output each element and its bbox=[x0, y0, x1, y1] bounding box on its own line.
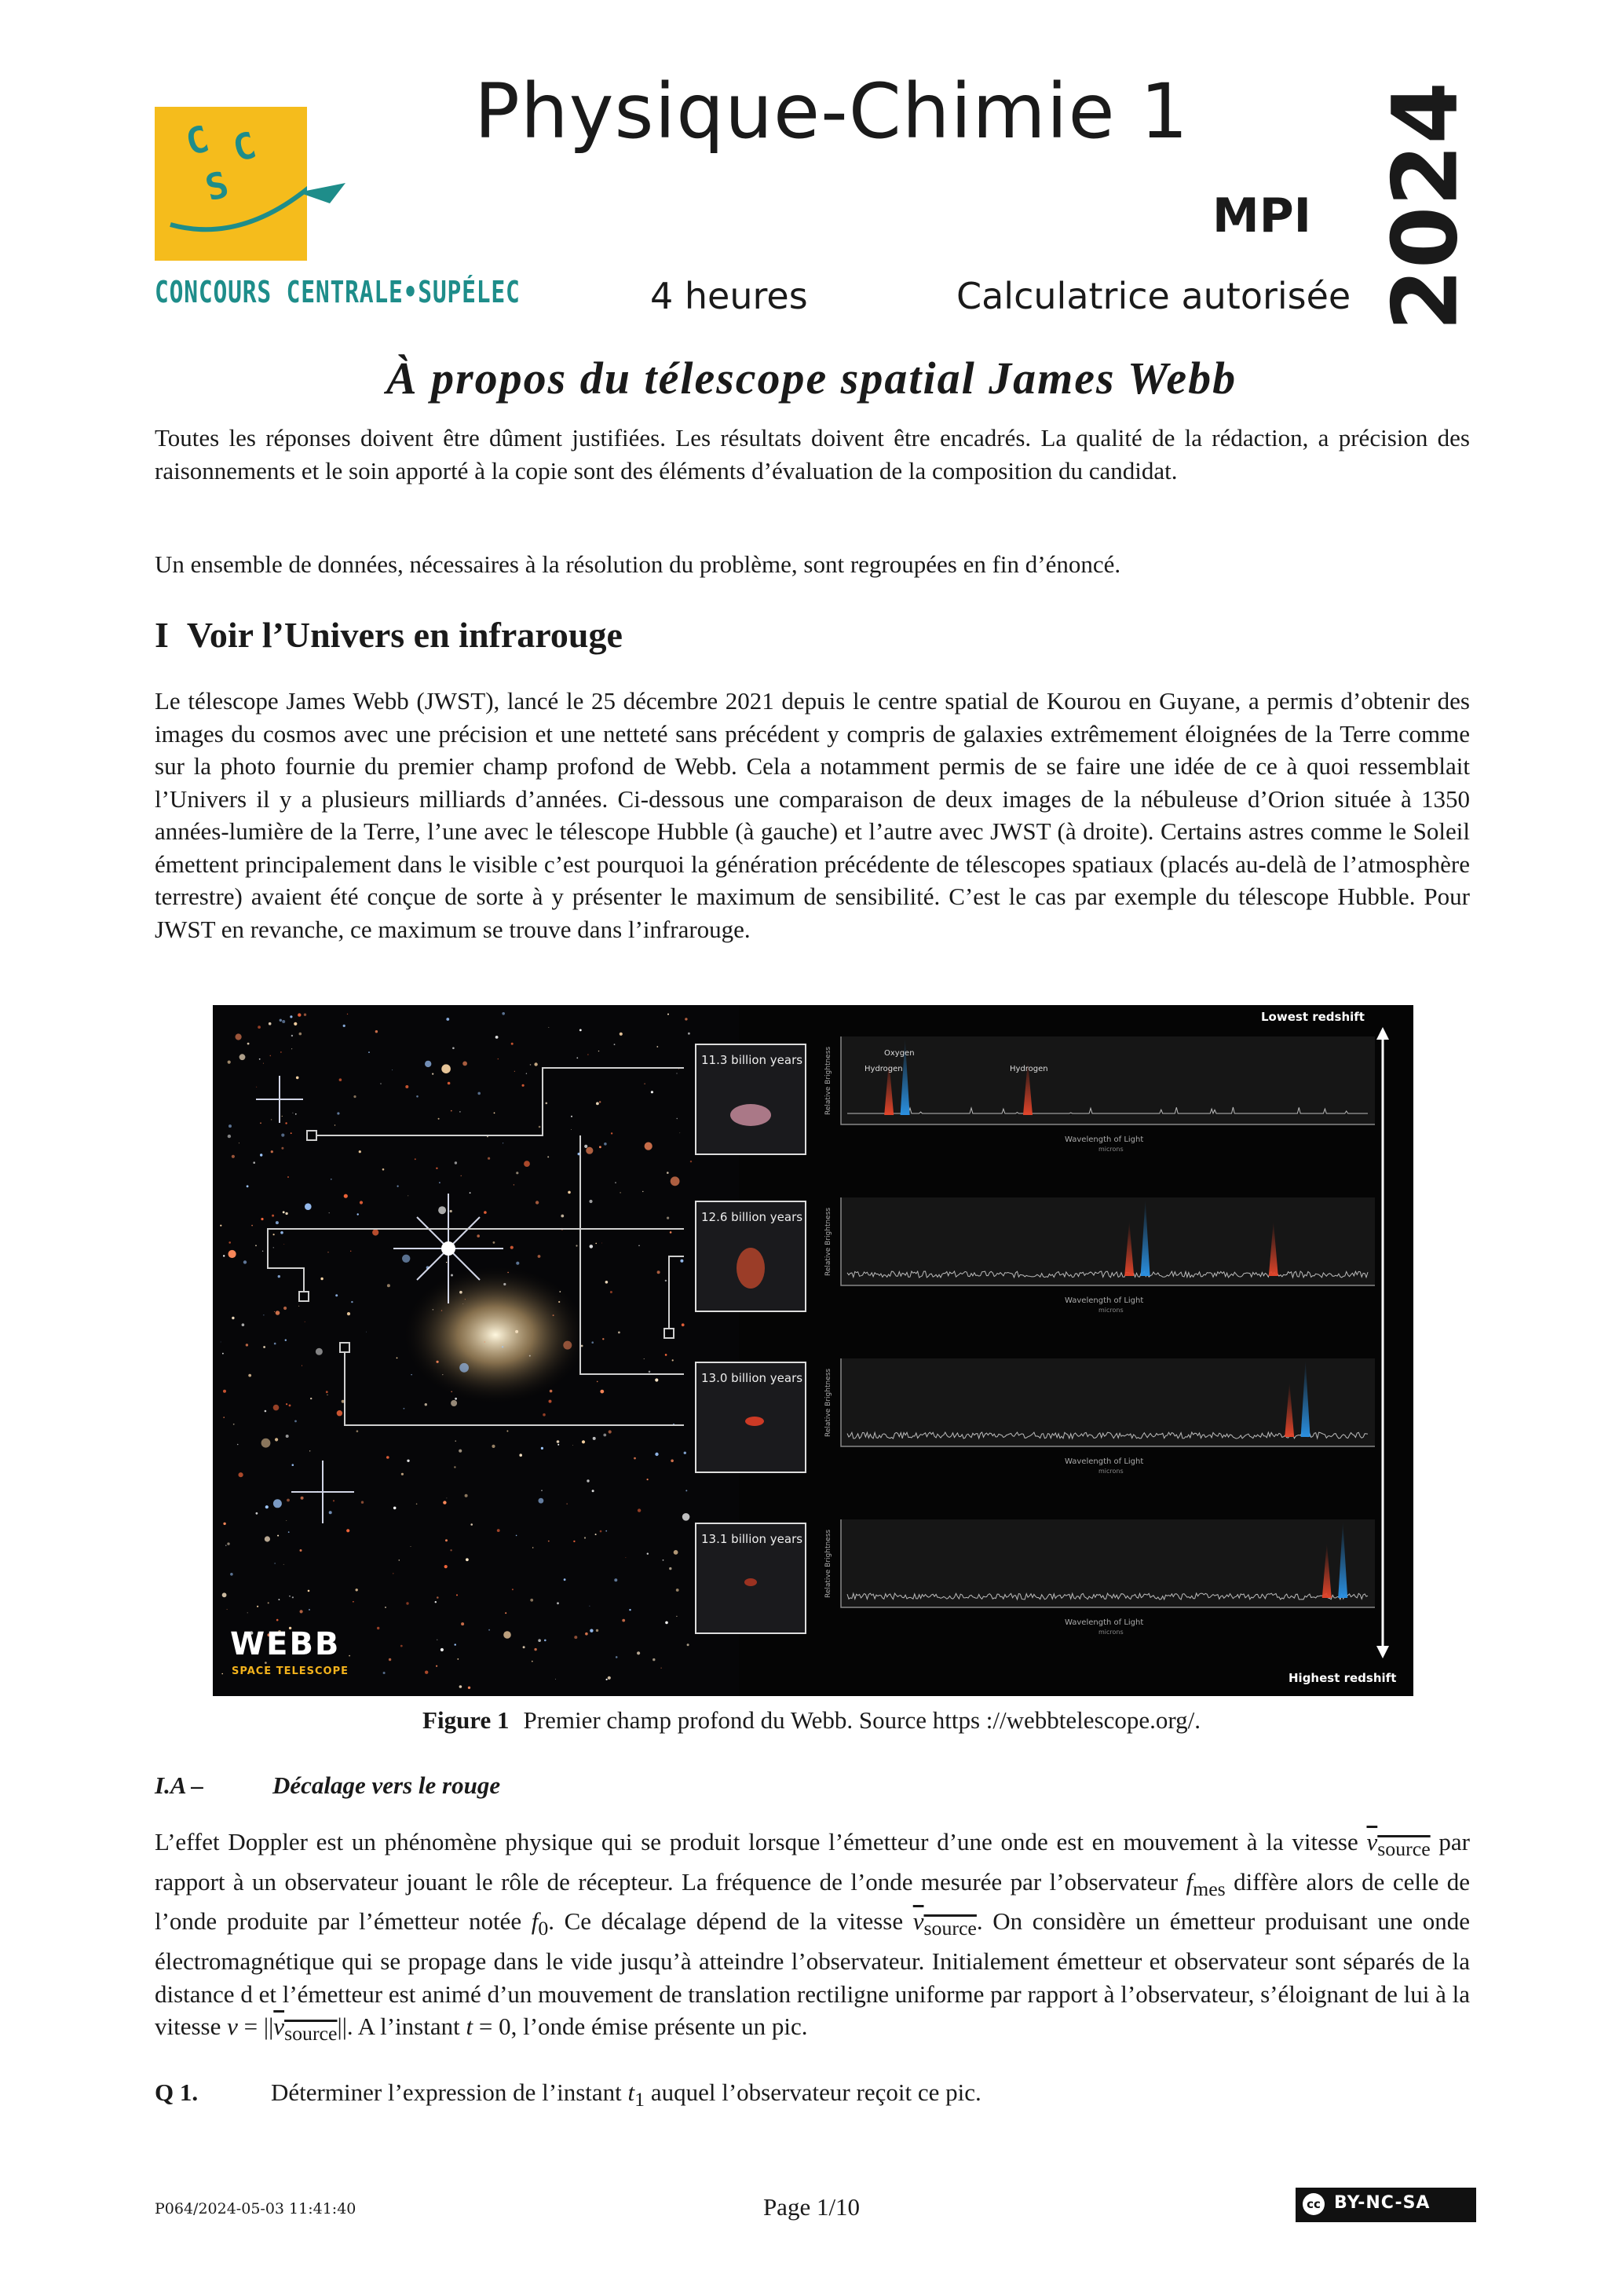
exam-title: Physique-Chimie 1 bbox=[474, 68, 1190, 155]
intro-paragraph-2: Un ensemble de données, nécessaires à la résolution du problème, sont regroupées en fin d’énoncé. bbox=[155, 550, 1121, 578]
logo-letter-c2: C bbox=[228, 123, 261, 170]
line-label-1: Hydrogen bbox=[865, 1065, 903, 1073]
exam-year-text: 2024 bbox=[1373, 82, 1478, 331]
inset-age-3: 13.0 billion years bbox=[701, 1371, 803, 1385]
spectrum-panel-2 bbox=[824, 1197, 1375, 1314]
question-1: Q 1. Déterminer l’expression de l’instant $t_1$ auquel l’observateur reçoit ce pic. bbox=[155, 2078, 981, 2111]
webb-logo-text: WEBB bbox=[230, 1626, 341, 1662]
spectra-panels bbox=[824, 1036, 1375, 1636]
webb-logo-subtitle: SPACE TELESCOPE bbox=[232, 1665, 349, 1677]
spectrum-y-label: Relative Brightness bbox=[824, 1368, 832, 1437]
spectrum-x-unit: microns bbox=[1098, 1307, 1124, 1314]
license-text: BY-NC-SA bbox=[1334, 2193, 1431, 2213]
lowest-redshift-label: Lowest redshift bbox=[1261, 1010, 1365, 1024]
figure-graphic bbox=[213, 1005, 1413, 1696]
inset-age-4: 13.1 billion years bbox=[701, 1532, 803, 1546]
spectrum-x-label: Wavelength of Light bbox=[1065, 1135, 1144, 1144]
spectrum-panel-3 bbox=[824, 1358, 1375, 1475]
spectrum-x-label: Wavelength of Light bbox=[1065, 1618, 1144, 1627]
spectrum-x-unit: microns bbox=[1098, 1146, 1124, 1153]
question-label: Q 1. bbox=[155, 2078, 199, 2106]
exam-track: MPI bbox=[1212, 188, 1312, 243]
line-label-3: Hydrogen bbox=[1010, 1065, 1048, 1073]
section-heading bbox=[155, 614, 623, 656]
line-label-2: Oxygen bbox=[884, 1049, 915, 1058]
exam-calculator: Calculatrice autorisée bbox=[956, 275, 1351, 317]
section-title: Voir l’Univers en infrarouge bbox=[186, 615, 623, 655]
logo bbox=[155, 107, 307, 261]
intro-paragraph-1: Toutes les réponses doivent être dûment justifiées. Les résultats doivent être encadrés. La qualité de la rédaction, a précision des raisonnements et le soin apporté à la copie sont des éléments d’évaluation de la composition du candidat. bbox=[155, 424, 1470, 484]
figure-caption-label: Figure 1 bbox=[422, 1706, 510, 1734]
figure-caption-text: Premier champ profond du Webb. Source https ://webbtelescope.org/. bbox=[523, 1706, 1201, 1734]
figure-webb-deep-field bbox=[213, 1005, 1413, 1696]
logo-graphic bbox=[155, 107, 307, 261]
section-number: I bbox=[155, 615, 169, 655]
section-paragraph: Le télescope James Webb (JWST), lancé le 25 décembre 2021 depuis le centre spatial de Kourou en Guyane, a permis d’obtenir des images du cosmos avec une précision et une netteté sans précédent y compris de galaxies extrêmement éloignées de la Terre comme sur la photo fournie du premier champ profond de Webb. Cela a notamment permis de se faire une idée de ce à quoi ressemblait l’Univers il y a plusieurs milliards d’années. Ci-dessous une comparaison de deux images de la nébuleuse d’Orion située à 1350 années-lumière de la Terre, l’une avec le télescope Hubble (à gauche) et l’autre avec JWST (à droite). Certains astres comme le Soleil émettent principalement dans le visible c’est pourquoi la génération précédente de télescopes spatiaux (placés au-delà de l’atmosphère terrestre) avaient été conçue de sorte à y présenter le maximum de sensibilité. C’est le cas par exemple du télescope Hubble. Pour JWST en revanche, ce maximum se trouve dans l’infrarouge. bbox=[155, 687, 1470, 943]
footer-page-number: Page 1/10 bbox=[762, 2193, 861, 2221]
logo-letter-c1: C bbox=[181, 117, 214, 164]
footer-document-id: P064/2024-05-03 11:41:40 bbox=[155, 2200, 356, 2217]
inset-age-1: 11.3 billion years bbox=[701, 1053, 803, 1067]
main-title: À propos du télescope spatial James Webb bbox=[386, 353, 1237, 404]
logo-caption: CONCOURS CENTRALE•SUPÉLEC bbox=[155, 275, 521, 309]
subsection-label: I.A – bbox=[155, 1771, 204, 1799]
logo-arrow bbox=[298, 177, 347, 208]
exam-duration: 4 heures bbox=[650, 275, 808, 317]
exam-year bbox=[1366, 75, 1484, 331]
spectrum-y-label: Relative Brightness bbox=[824, 1207, 832, 1276]
subsection-heading bbox=[155, 1771, 500, 1800]
galaxy-cluster-glow bbox=[401, 1264, 590, 1406]
cc-icon: cc bbox=[1303, 2193, 1325, 2215]
logo-letter-s: S bbox=[200, 163, 233, 210]
license-badge bbox=[1296, 2188, 1476, 2222]
doppler-paragraph: L’effet Doppler est un phénomène physique qui se produit lorsque l’émetteur d’une onde est en mouvement à la vitesse $v_{source}$ par rapport à un observateur jouant le rôle de récepteur. La fréquence de l’onde mesurée par l’observateur $f_{mes}$ diffère alors de celle de l’onde produite par l’émetteur notée $f_0$. Ce décalage dépend de la vitesse $v_{source}$. On considère un émetteur produisant une onde électromagnétique qui se propage dans le vide jusqu’à atteindre l’observateur. Initialement émetteur et observateur sont séparés de la distance d et l’émetteur est animé d’un mouvement de translation rectiligne uniforme par rapport à l’observateur, s’éloignant de lui à la vitesse $v = ||v_{source}||$. A l’instant t = 0, l’onde émise présente un pic. bbox=[155, 1828, 1470, 2046]
spectrum-y-label: Relative Brightness bbox=[824, 1529, 832, 1598]
vector-v-source: $v_{source}$ bbox=[1366, 1828, 1431, 1861]
subsection-title: Décalage vers le rouge bbox=[272, 1771, 501, 1799]
spectrum-y-label: Relative Brightness bbox=[824, 1046, 832, 1115]
spectrum-x-label: Wavelength of Light bbox=[1065, 1296, 1144, 1305]
spectrum-panel-4 bbox=[824, 1519, 1375, 1636]
highest-redshift-label: Highest redshift bbox=[1289, 1671, 1397, 1685]
figure-caption bbox=[0, 1706, 1623, 1735]
spectrum-x-label: Wavelength of Light bbox=[1065, 1457, 1144, 1466]
inset-age-2: 12.6 billion years bbox=[701, 1210, 803, 1224]
spectrum-x-unit: microns bbox=[1098, 1468, 1124, 1475]
spectrum-x-unit: microns bbox=[1098, 1629, 1124, 1636]
